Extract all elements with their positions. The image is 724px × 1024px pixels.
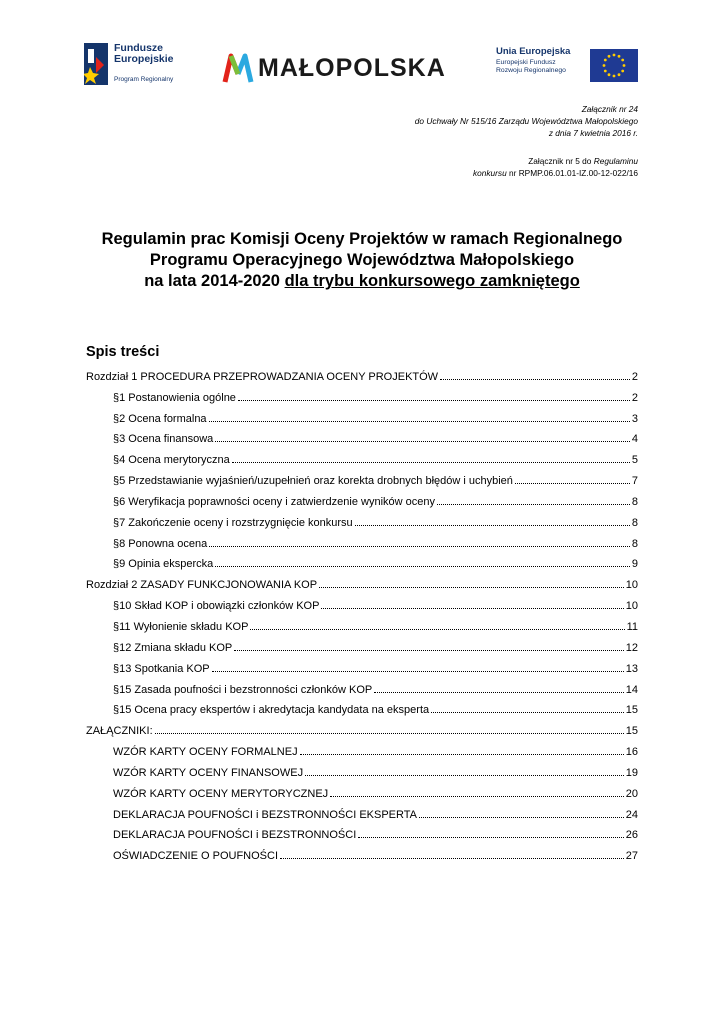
toc-dot-leader <box>440 378 630 380</box>
ue-title: Unia Europejska <box>496 46 571 57</box>
toc-entry-page: 24 <box>625 808 638 821</box>
toc-entry[interactable] <box>86 425 638 446</box>
toc-entry[interactable] <box>86 404 638 425</box>
annex-note-regulation <box>473 155 638 179</box>
toc-entry[interactable] <box>86 487 638 508</box>
toc-entry[interactable] <box>86 821 638 842</box>
toc-dot-leader <box>234 649 624 651</box>
toc-entry[interactable] <box>86 758 638 779</box>
toc-entry[interactable] <box>86 550 638 571</box>
toc-entry-page: 13 <box>625 662 638 675</box>
toc-dot-leader <box>232 461 630 463</box>
toc-dot-leader <box>280 857 624 859</box>
toc-entry-page: 14 <box>625 683 638 696</box>
ue-sub-line1: Europejski Fundusz <box>496 59 556 66</box>
title-line3 <box>60 271 664 292</box>
toc-dot-leader <box>374 691 623 693</box>
toc-dot-leader <box>215 440 630 442</box>
toc-entry-label: Rozdział 1 PROCEDURA PRZEPROWADZANIA OCENY PROJEKTÓW <box>86 370 439 383</box>
malopolska-logo <box>222 52 472 84</box>
toc-dot-leader <box>300 753 624 755</box>
fe-star-icon <box>84 43 108 85</box>
toc-entry-label: §9 Opinia ekspercka <box>113 558 214 571</box>
toc-entry-label: §5 Przedstawianie wyjaśnień/uzupełnień oraz korekta drobnych błędów i uchybień <box>113 475 513 488</box>
fe-logo-text <box>114 43 174 65</box>
toc-entry-label: §15 Ocena pracy ekspertów i akredytacja kandydata na eksperta <box>113 704 430 717</box>
toc-entry-label: §12 Zmiana składu KOP <box>113 641 233 654</box>
malopolska-logo-text: MAŁOPOLSKA <box>258 54 446 82</box>
toc-entry-label: §1 Postanowienia ogólne <box>113 391 236 404</box>
unia-europejska-logo <box>496 46 640 86</box>
title-line3-plain: na lata 2014-2020 <box>144 272 285 290</box>
annex-line5 <box>473 167 638 179</box>
annex-line4-italic: Regulaminu <box>593 156 638 166</box>
toc-entry-label: §2 Ocena formalna <box>113 412 207 425</box>
fundusze-europejskie-logo <box>84 43 214 85</box>
toc-entry-page: 8 <box>631 516 638 529</box>
toc-entry-page: 10 <box>625 600 638 613</box>
toc-dot-leader <box>437 503 630 505</box>
toc-entry-label: WZÓR KARTY OCENY FORMALNEJ <box>113 746 298 759</box>
toc-entry-label: §13 Spotkania KOP <box>113 662 210 675</box>
annex-note-resolution <box>415 103 638 139</box>
toc-entry-label: OŚWIADCZENIE O POUFNOŚCI <box>113 850 279 863</box>
toc-entry[interactable] <box>86 716 638 737</box>
toc-entry[interactable] <box>86 841 638 862</box>
title-line3-underlined: dla trybu konkursowego zamkniętego <box>284 272 580 290</box>
annex-line5-rest: nr RPMP.06.01.01-IZ.00-12-022/16 <box>506 168 638 178</box>
toc-entry-label: ZAŁĄCZNIKI: <box>86 725 153 738</box>
toc-entry[interactable] <box>86 800 638 821</box>
toc-dot-leader <box>355 524 630 526</box>
toc-dot-leader <box>358 836 623 838</box>
toc-entry-page: 2 <box>631 391 638 404</box>
toc-entry-page: 15 <box>625 725 638 738</box>
toc-entry[interactable] <box>86 529 638 550</box>
toc-dot-leader <box>209 545 630 547</box>
fe-logo-sub: Program Regionalny <box>114 76 174 83</box>
document-title <box>60 229 664 292</box>
toc-entry[interactable] <box>86 696 638 717</box>
toc-dot-leader <box>431 711 624 713</box>
fe-logo-line2: Europejskie <box>114 53 174 65</box>
eu-flag-icon <box>590 49 638 82</box>
toc-entry-label: §6 Weryfikacja poprawności oceny i zatwierdzenie wyników oceny <box>113 495 436 508</box>
toc-dot-leader <box>319 586 624 588</box>
toc-entry-label: §4 Ocena merytoryczna <box>113 454 230 467</box>
title-line2: Programu Operacyjnego Województwa Małopolskiego <box>149 251 575 269</box>
toc-dot-leader <box>305 774 624 776</box>
toc-entry-page: 2 <box>631 370 638 383</box>
ue-sub <box>496 59 566 75</box>
toc-entry-label: §7 Zakończenie oceny i rozstrzygnięcie konkursu <box>113 516 353 529</box>
toc-entry-label: §11 Wyłonienie składu KOP <box>113 620 249 633</box>
toc-entry-page: 3 <box>631 412 638 425</box>
toc-entry-label: Rozdział 2 ZASADY FUNKCJONOWANIA KOP <box>86 579 318 592</box>
table-of-contents <box>86 362 638 862</box>
toc-entry[interactable] <box>86 633 638 654</box>
title-line1: Regulamin prac Komisji Oceny Projektów w ramach Regionalnego <box>101 230 623 248</box>
toc-entry[interactable] <box>86 654 638 675</box>
toc-entry-page: 11 <box>626 620 638 633</box>
toc-entry-page: 20 <box>625 787 638 800</box>
annex-line5-italic: konkursu <box>473 168 507 178</box>
toc-entry-page: 5 <box>631 454 638 467</box>
toc-entry-page: 15 <box>625 704 638 717</box>
toc-entry-label: WZÓR KARTY OCENY MERYTORYCZNEJ <box>113 787 329 800</box>
toc-entry-label: DEKLARACJA POUFNOŚCI i BEZSTRONNOŚCI <box>113 829 357 842</box>
toc-dot-leader <box>515 482 630 484</box>
toc-dot-leader <box>209 420 630 422</box>
malopolska-m-icon <box>222 52 254 84</box>
toc-entry-page: 8 <box>631 495 638 508</box>
toc-entry-label: §8 Ponowna ocena <box>113 537 208 550</box>
toc-entry-page: 9 <box>631 558 638 571</box>
toc-entry-label: §15 Zasada poufności i bezstronności członków KOP <box>113 683 373 696</box>
toc-entry[interactable] <box>86 675 638 696</box>
logo-bar <box>84 40 640 88</box>
toc-entry[interactable] <box>86 466 638 487</box>
toc-entry-page: 12 <box>625 641 638 654</box>
annex-line3: z dnia 7 kwietnia 2016 r. <box>548 128 638 138</box>
toc-entry-page: 8 <box>631 537 638 550</box>
toc-entry-page: 26 <box>625 829 638 842</box>
toc-entry-page: 10 <box>625 579 638 592</box>
toc-entry-label: WZÓR KARTY OCENY FINANSOWEJ <box>113 766 304 779</box>
toc-dot-leader <box>419 816 624 818</box>
toc-entry[interactable] <box>86 383 638 404</box>
toc-dot-leader <box>321 607 623 609</box>
annex-line4 <box>473 155 638 167</box>
toc-entry-label: §10 Skład KOP i obowiązki członków KOP <box>113 600 320 613</box>
toc-dot-leader <box>212 670 624 672</box>
fe-logo-line1: Fundusze <box>114 42 163 54</box>
toc-dot-leader <box>250 628 624 630</box>
toc-entry-page: 27 <box>625 850 638 863</box>
toc-entry[interactable] <box>86 508 638 529</box>
toc-entry-page: 16 <box>625 746 638 759</box>
toc-entry-page: 19 <box>625 766 638 779</box>
toc-dot-leader <box>215 565 630 567</box>
toc-dot-leader <box>155 732 624 734</box>
toc-entry-page: 7 <box>631 475 638 488</box>
annex-line2: do Uchwały Nr 515/16 Zarządu Województwa Małopolskiego <box>414 116 638 126</box>
toc-dot-leader <box>330 795 624 797</box>
toc-entry[interactable] <box>86 445 638 466</box>
toc-entry-label: §3 Ocena finansowa <box>113 433 214 446</box>
ue-sub-line2: Rozwoju Regionalnego <box>496 67 566 74</box>
toc-entry[interactable] <box>86 779 638 800</box>
toc-entry[interactable] <box>86 362 638 383</box>
toc-entry[interactable] <box>86 737 638 758</box>
toc-entry-label: DEKLARACJA POUFNOŚCI i BEZSTRONNOŚCI EKSPERTA <box>113 808 417 821</box>
annex-line4-prefix: Załącznik nr 5 do <box>528 156 594 166</box>
toc-heading: Spis treści <box>86 344 160 360</box>
toc-entry[interactable] <box>86 570 638 591</box>
toc-dot-leader <box>238 399 630 401</box>
toc-entry-page: 4 <box>631 433 638 446</box>
annex-line1: Załącznik nr 24 <box>581 104 638 114</box>
toc-entry[interactable] <box>86 612 638 633</box>
toc-entry[interactable] <box>86 591 638 612</box>
